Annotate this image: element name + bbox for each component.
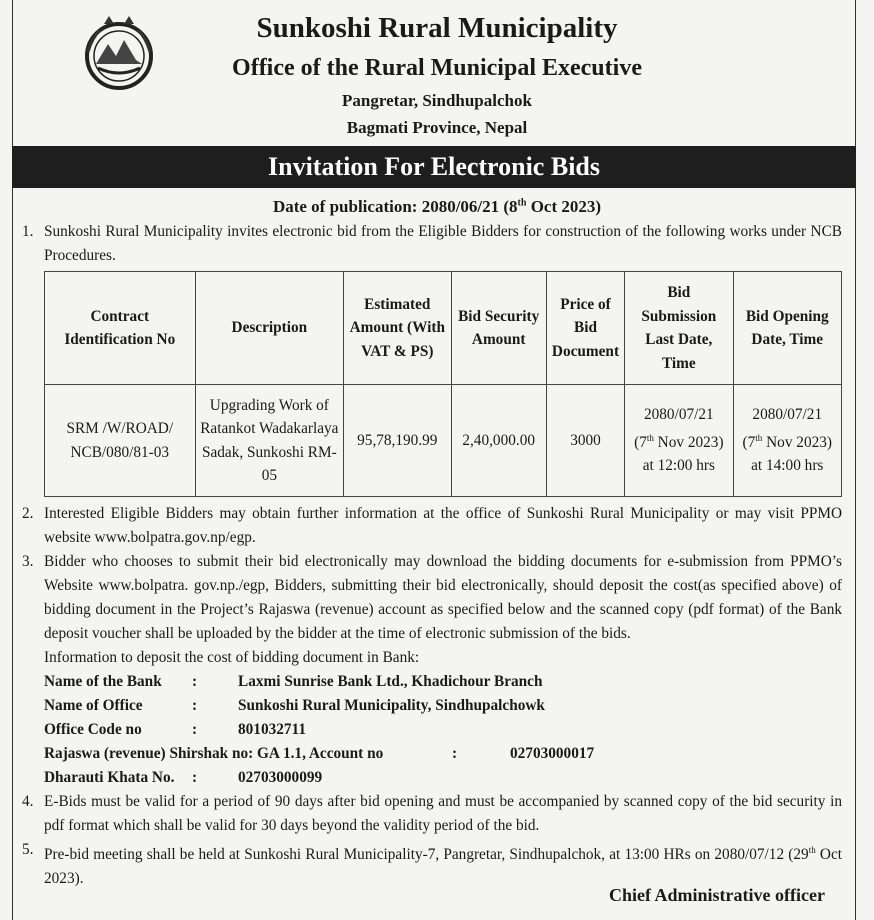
column-header: Bid Opening Date, Time xyxy=(733,272,841,385)
office-title: Office of the Rural Municipal Executive xyxy=(232,55,642,81)
clause-number: 4. xyxy=(22,793,34,810)
opening-time: at 14:00 hrs xyxy=(751,457,824,475)
bank-info-heading: Information to deposit the cost of bidding document in Bank: xyxy=(44,649,420,666)
office-code-value: 801032711 xyxy=(238,721,306,738)
opening-date: 2080/07/21 xyxy=(752,406,823,424)
publication-date-suffix: Oct 2023) xyxy=(526,197,602,216)
clause-text: Bidder who chooses to submit their bid electronically may download the bidding documents for e-submission from PPMO’s Website www.bolpatra. gov.np./egp, Bidders, submitting their bid electronically, should deposit the cost(as specified above) of bidding document in the Project’s Rajaswa (revenue) account as specified below and the scanned copy (pdf format) of the Bank deposit voucher shall be uploaded by the bidder at the time of electronic submission of the bids. xyxy=(44,553,842,642)
table-row xyxy=(45,385,842,497)
dharauti-value: 02703000099 xyxy=(238,769,323,786)
clause-number: 2. xyxy=(22,505,34,522)
bank-name-label: Name of the Bank xyxy=(44,673,162,690)
office-name-label: Name of Office xyxy=(44,697,143,714)
table-header-row xyxy=(45,272,842,385)
column-header: Bid Submission Last Date, Time xyxy=(625,272,733,385)
clause-text: Sunkoshi Rural Municipality invites electronic bid from the Eligible Bidders for construction of the following works under NCB Procedures. xyxy=(44,223,842,264)
office-name-colon: : xyxy=(192,697,198,714)
office-code-label: Office Code no xyxy=(44,721,142,738)
dharauti-label: Dharauti Khata No. xyxy=(44,769,175,786)
notice-banner: Invitation For Electronic Bids xyxy=(12,146,856,188)
clause-2 xyxy=(22,502,842,550)
bank-name-value: Laxmi Sunrise Bank Ltd., Khadichour Branch xyxy=(238,673,543,690)
column-header: Bid Security Amount xyxy=(451,272,546,385)
rajaswa-colon: : xyxy=(452,745,458,762)
bid-security-cell: 2,40,000.00 xyxy=(451,385,546,497)
clause-number: 5. xyxy=(22,841,34,858)
dharauti-colon: : xyxy=(192,769,198,786)
opening-date-ad-sup: th xyxy=(755,432,763,443)
submission-time: at 12:00 hrs xyxy=(642,457,715,475)
price-document-cell: 3000 xyxy=(546,385,624,497)
clause-number: 3. xyxy=(22,553,34,570)
publication-date xyxy=(0,197,874,217)
submission-date: 2080/07/21 xyxy=(643,406,714,424)
submission-date-ad-a: (7 xyxy=(634,433,647,451)
column-header: Description xyxy=(195,272,344,385)
address-line-1: Pangretar, Sindhupalchok xyxy=(342,91,532,110)
clause-text: E-Bids must be valid for a period of 90 days after bid opening and must be accompanied by scanned copy of the bid security in pdf format which shall be valid for 30 days beyond the validity period of the bid. xyxy=(44,793,842,834)
column-header: Contract Identification No xyxy=(45,272,196,385)
submission-date-ad-sup: th xyxy=(646,432,654,443)
bank-name-colon: : xyxy=(192,673,198,690)
clause-3 xyxy=(22,550,842,670)
clause-text xyxy=(44,838,842,891)
rajaswa-account-value: 02703000017 xyxy=(510,745,595,762)
submission-date-ad xyxy=(628,427,729,455)
clause-text: Interested Eligible Bidders may obtain further information at the office of Sunkoshi Rural Municipality or may visit PPMO website www.bolpatra.gov.np/egp. xyxy=(44,505,842,546)
office-name-value: Sunkoshi Rural Municipality, Sindhupalchowk xyxy=(238,697,545,714)
clause-5 xyxy=(22,838,842,891)
opening-date-cell xyxy=(733,385,841,497)
opening-date-ad-a: (7 xyxy=(742,433,756,451)
submission-date-ad-b: Nov 2023) xyxy=(653,433,724,451)
clause-4 xyxy=(22,790,842,838)
opening-date-ad-b: Nov 2023) xyxy=(762,433,832,451)
clause-text-a: Pre-bid meeting shall be held at Sunkoshi Rural Municipality-7, Pangretar, Sindhupalchok, at 13:00 HRs on 2080/07/12 (29 xyxy=(44,846,809,864)
office-code-colon: : xyxy=(192,721,198,738)
description-cell: Upgrading Work of Ratankot Wadakarlaya Sadak, Sunkoshi RM-05 xyxy=(195,385,344,497)
contract-id-cell: SRM /W/ROAD/ NCB/080/81-03 xyxy=(45,385,196,497)
column-header: Price of Bid Document xyxy=(546,272,624,385)
rajaswa-label: Rajaswa (revenue) Shirshak no: GA 1.1, Account no xyxy=(44,745,384,762)
clause-number: 1. xyxy=(22,223,34,240)
signature-title: Chief Administrative officer xyxy=(609,885,825,905)
clause-text-b: Oct 2023). xyxy=(44,846,842,888)
bid-table xyxy=(44,271,842,497)
submission-date-cell xyxy=(625,385,733,497)
address-line-2: Bagmati Province, Nepal xyxy=(346,118,528,137)
opening-date-ad xyxy=(737,427,838,455)
municipality-title: Sunkoshi Rural Municipality xyxy=(256,12,618,44)
publication-date-prefix: Date of publication: 2080/06/21 (8 xyxy=(272,197,518,216)
clause-text-sup: th xyxy=(808,845,816,855)
column-header: Estimated Amount (With VAT & PS) xyxy=(344,272,451,385)
letterhead xyxy=(0,0,874,145)
estimated-amount-cell: 95,78,190.99 xyxy=(344,385,451,497)
publication-date-sup: th xyxy=(517,197,527,209)
clause-1 xyxy=(22,220,842,268)
